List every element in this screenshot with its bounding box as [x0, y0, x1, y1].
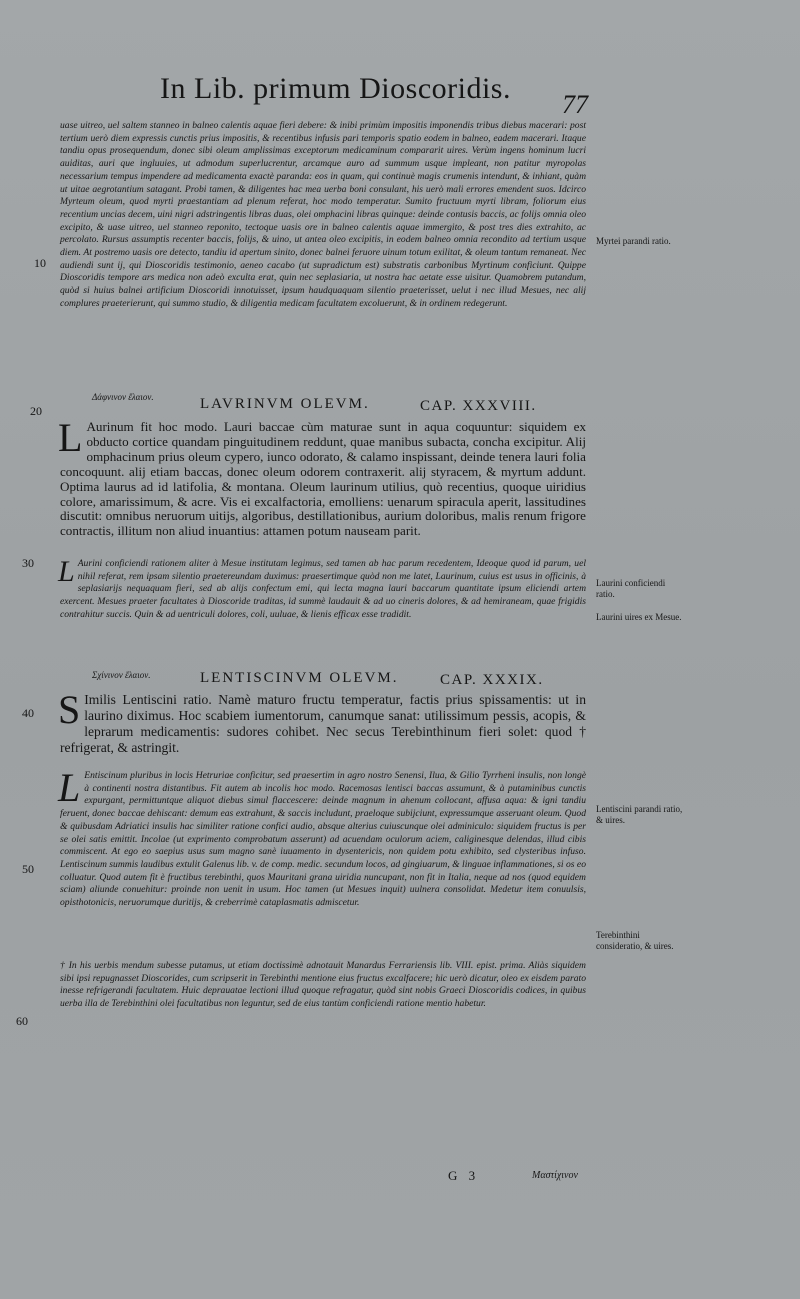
- greek-name-lentiscinum: Σχίνινον ἔλαιον.: [92, 670, 151, 680]
- margin-note-laurini-conficiendi: Laurini conficiendi ratio.: [596, 578, 666, 599]
- commentary-myrtle: uase uitreo, uel saltem stanneo in balneo calentis aquae fieri debere: & inibi primùm impositis imponendis tribus diebus macerari: post tertium uerò diem expressis cunctis prius impositis, & recentibus infusis pari temporis spatio eodem in balneo, eadem macerari. Itaque tandiu opus prosequendum, donec sibi oleum amplissimas exceptorum medicaminum compararit uires. Verùm ingens hominum lucri auiditas, auri que ingluuies, ut admodum superlucrentur, arcamque auro ad summum usque impleant, non patitur myropolas necessarium tempus impendere ad medicamenta exactè paranda: eos in quam, qui continuè magis crumenis intendunt, & inhiant, quàm ut uitae aegrotantium satagant. Probi tamen, & diligentes hac mea uerba boni consulant, his uerò mali errores emendent suos. Idcirco Myrteum oleum, quod myrti praestantiam ad plenum referat, hoc modo temperatur. Sumito fructuum myrti libram, foliorum eius recentium uncias decem, uini nigri adstringentis libras duas, olei omphacini libras quinque: deinde contusis baccis, ac folijs omnia oleo excipito, & uase uitreo, uel stanneo reponito, tectoque uasis ore in balneo calentis aquae immergito, & post tres dies extrahito, ac percolato. Rursus assumptis recenter baccis, folijs, & uino, ut antea oleo excipitis, in eodem balneo omnia recondito ad tertium usque diem. At postremo uasis ore detecto, tandiu id apertum sinito, donec balnei feruore uinum totum exilitat, & oleum tantum remaneat. Nec audiendi sunt ij, qui Dioscoridis testimonio, aeneo cacabo (ut supradictum est) substratis carbonibus Myrtinum conficiunt. Quippe Dioscoridis tempore ars medica non adeò exculta erat, quin nec seplasiaria, ut nostra hac aetate esse uisitur. Quamobrem putandum, quòd si huius balnei artificium Dioscoridi innotuisset, ipsum haudquaquam silentio praeterisset, uelut i nec illud Mesues, nec alij complures praeterierunt, qui summo studio, & diligentia medicam facultatem excoluerunt, & in ordinem redegerunt.: [60, 120, 586, 309]
- line-number-30: 30: [22, 556, 34, 570]
- drop-cap: S: [58, 687, 81, 732]
- catchword: Μαστίχινον: [532, 1170, 578, 1181]
- commentary-lentiscinum: [58, 765, 586, 956]
- chapter-number-38: CAP. XXXVIII.: [420, 398, 537, 414]
- margin-note-laurini-uires: Laurini uires ex Mesue.: [596, 612, 682, 622]
- commentary-body: Entiscinum pluribus in locis Hetruriae conficitur, sed praesertim in agro nostro Senensi, Ilua, & Gilio Tyrrheni insulis, non longè à continenti nostra distantibus. Fit autem ab incolis hoc modo. Racemosas lentisci baccas assumunt, & à putaminibus cunctis expurgant, permittuntque aliquot diebus simul flaccescere: deinde magnum in ahenum collocant, affusa aqua: & igni tandiu feruent, donec baccae dehiscant: demum eas extrahunt, & saccis includunt, praeloque subijciunt, expressumque asseruant oleum. Quod & quibusdam Adriatici insulis hac similiter ratione confici audio, absque alterius cuiuscunque olei adminiculo: siquidem fructus is per se olei satis emittit. Incolae (ut exprimento comprobatum asserunt) ad acuendam oculorum aciem, caliginesque delendas, illud cibis commiscent. At ego eo saepius usus sum magno sanè iuuamento in dysentericis, non quidem potu exhibito, sed clysteribus infuso. Lentiscinum summis laudibus extulit Galenus lib. v. de comp. medic. secundum locos, ad gingiuarum, & linguae inflammationes, si os eo colluatur. Quod autem fit è fructibus terebinthi, quos Mauritani grana uiridia nuncupant, non fit in Italia, neque ad nos (quod equidem sciam) aliunde conuehitur: proinde non uenit in usum. Hoc tamen (ut Mesues inquit) uulnera consolidat. Medetur item conuulsis, opisthotonicis, neruorumque duritijs, & creberrimè cataplasmatis admiscetur.: [60, 770, 586, 909]
- drop-cap: L: [58, 415, 83, 460]
- line-number-10: 10: [34, 256, 46, 270]
- margin-note-myrtei: Myrtei parandi ratio.: [596, 236, 671, 246]
- commentary-laurinum: [58, 555, 586, 652]
- chapter-text-laurinum: [58, 415, 586, 546]
- chapter-title-lentiscinum: LENTISCINVM OLEVM.: [200, 670, 399, 686]
- chapter-body: Imilis Lentiscini ratio. Namè maturo fructu temperatur, factis prius spissamentis: ut in laurino diximus. Hoc scabiem iumentorum, canumque sanat: utilissimum pessis, acopis, & leprarum medicamentis: sudores cohibet. Nec secus Terebinthinum fieri solet: quod † refrigerat, & astringit.: [60, 692, 586, 755]
- margin-note-lentiscini: Lentiscini parandi ratio, & uires.: [596, 804, 683, 825]
- chapter-title-laurinum: LAVRINVM OLEVM.: [200, 396, 370, 412]
- margin-note-terebinthini: Terebinthini consideratio, & uires.: [596, 930, 674, 951]
- commentary-body: Aurini conficiendi rationem aliter à Mesue institutam legimus, sed tamen ab hac parum recedentem, Ideoque quod id parum, uel nihil referat, rem ipsam silentio praetereundam duximus: praesertimque quòd non me latet, Laurinum, cuius est usus in officinis, à seplasiarijs nequaquam fieri, sed ab alijs confectum emi, qui lecta magna lauri baccarum quantitate ipsum eliciendi artem exercent. Mesues praeter facultates à Dioscoride traditas, id summè laudauit & ad uo cineris dolores, & ad hemiraneam, quae frigidis contrahitur succis. Quin & ad uentriculi dolores, coli, uuluae, & lienis efficax esse tradidit.: [60, 558, 586, 620]
- signature-mark: G 3: [448, 1168, 480, 1183]
- line-number-50: 50: [22, 862, 34, 876]
- chapter-body: Aurinum fit hoc modo. Lauri baccae cùm maturae sunt in aqua coquuntur: siquidem ex obducto cortice quandam pinguitudinem reddunt, quae manibus subacta, concha excipitur. Alij omphacinum prius oleum cypero, iunco odorato, & calamo inspissant, deinde tenera lauri folia concoquunt. alij etiam baccas, donec oleum odorem contraxerit. alij styracem, & myrtum addunt. Optima laurus ad id latifolia, & montana. Oleum laurinum utilius, quò recentius, quoque uiridius colore, amarissimum, & acre. Vis ei excalfactoria, emolliens: uenarum spiracula aperit, lassitudines discutit: omnibus neruorum uitijs, algoribus, destillationibus, aurium doloribus, malis renum frigore contractis, illitum non aliud inuantius: attamen potum nauseam parit.: [60, 419, 586, 539]
- chapter-number-39: CAP. XXXIX.: [440, 672, 544, 688]
- drop-cap: L: [58, 765, 81, 810]
- line-number-20: 20: [30, 404, 42, 418]
- page-number: 77: [562, 90, 588, 119]
- greek-name-laurinum: Δάφνινον ἔλαιον.: [92, 392, 154, 402]
- chapter-text-lentiscinum: [58, 687, 586, 764]
- line-number-60: 60: [16, 1014, 28, 1028]
- line-number-40: 40: [22, 706, 34, 720]
- running-title: In Lib. primum Dioscoridis.: [160, 72, 511, 105]
- annotation-note: † In his uerbis mendum subesse putamus, ut etiam doctissimè adnotauit Manardus Ferrariensis lib. VIII. epist. prima. Aliàs siquidem sibi ipsi repugnasset Dioscorides, cum scripserit in Terebinthi mentione eius fructus excalfacere; hic uerò dicatur, oleo ex eisdem parato inesse refrigerandi facultatem. Huic deprauatae lectioni illud quoque refragatur, quòd sint nobis Graeci Dioscoridis codices, in quibus uerba illa de Terebinthini olei facultatibus non leguntur, sed de eius tantùm conficiendi ratione mentio habetur.: [60, 960, 586, 1010]
- drop-cap: L: [58, 555, 75, 588]
